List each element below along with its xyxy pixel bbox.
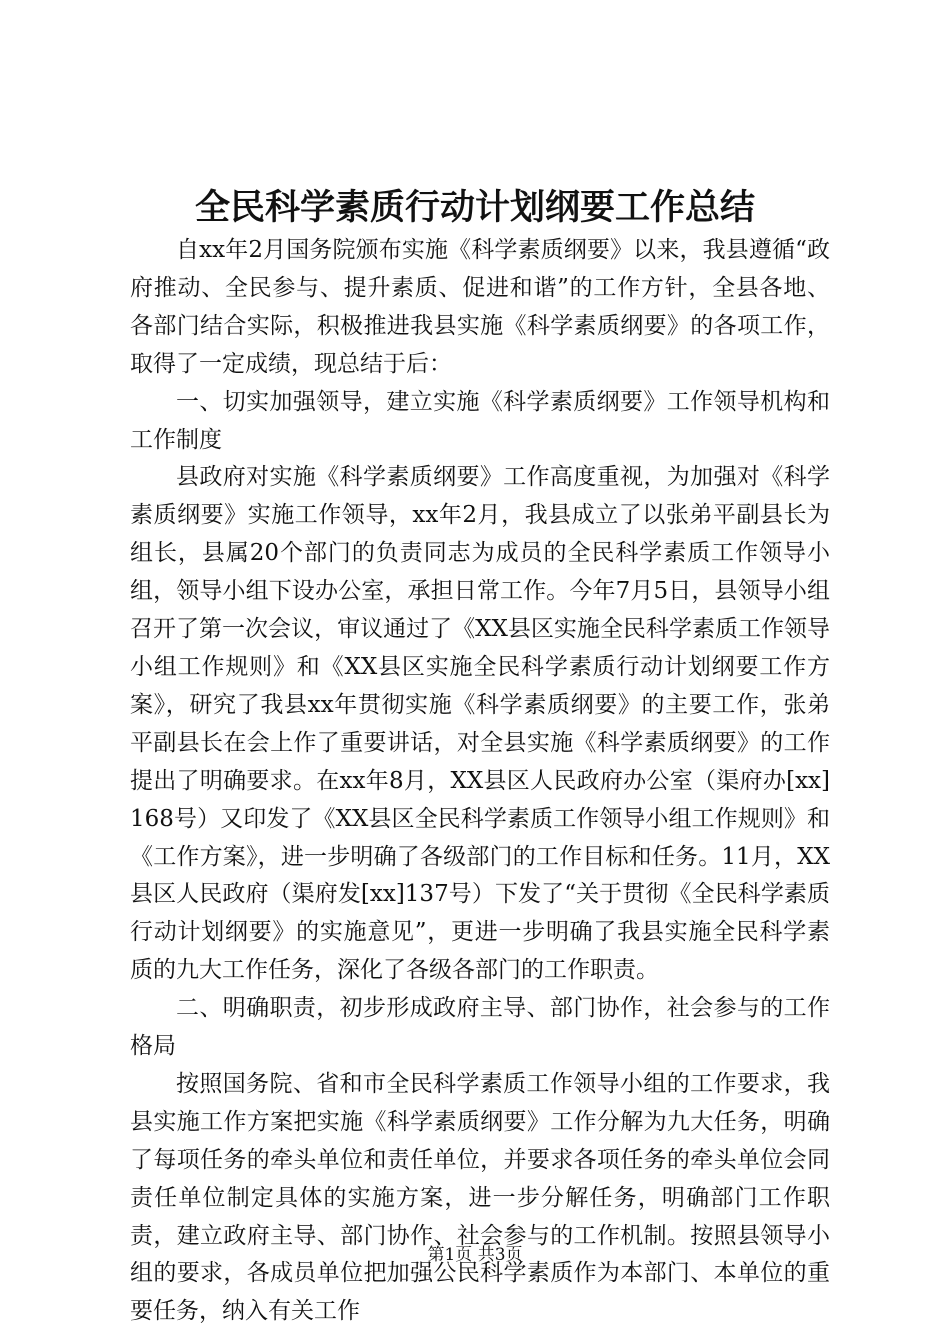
page-footer: 第1页 共3页 [427, 1245, 523, 1265]
section-heading-2: 二、明确职责，初步形成政府主导、部门协作，社会参与的工作格局 [130, 995, 830, 1060]
paragraph-section-2: 按照国务院、省和市全民科学素质工作领导小组的工作要求，我县实施工作方案把实施《科学素质纲要》工作分解为九大任务，明确了每项任务的牵头单位和责任单位，并要求各项任务的牵头单位会同责任单位制定具体的实施方案，进一步分解任务，明确部门工作职责，建立政府主导、部门协作、社会参与的工作机制。按照县领导小组的要求，各成员单位把加强公民科学素质作为本部门、本单位的重要任务，纳入有关工作 [130, 1070, 830, 1325]
section-heading-1: 一、切实加强领导，建立实施《科学素质纲要》工作领导机构和工作制度 [130, 388, 830, 453]
paragraph-intro: 自xx年2月国务院颁布实施《科学素质纲要》以来，我县遵循“政府推动、全民参与、提升素质、促进和谐”的工作方针，全县各地、各部门结合实际，积极推进我县实施《科学素质纲要》的各项工作，取得了一定成绩，现总结于后： [130, 237, 830, 377]
paragraph-section-1: 县政府对实施《科学素质纲要》工作高度重视，为加强对《科学素质纲要》实施工作领导，xx年2月，我县成立了以张弟平副县长为组长，县属20个部门的负责同志为成员的全民科学素质工作领导小组，领导小组下设办公室，承担日常工作。今年7月5日，县领导小组召开了第一次会议，审议通过了《XX县区实施全民科学素质工作领导小组工作规则》和《XX县区实施全民科学素质行动计划纲要工作方案》，研究了我县xx年贯彻实施《科学素质纲要》的主要工作，张弟平副县长在会上作了重要讲话，对全县实施《科学素质纲要》的工作提出了明确要求。在xx年8月，XX县区人民政府办公室（渠府办[xx]168号）又印发了《XX县区全民科学素质工作领导小组工作规则》和《工作方案》，进一步明确了各级部门的工作目标和任务。11月，XX县区人民政府（渠府发[xx]137号）下发了“关于贯彻《全民科学素质行动计划纲要》的实施意见”，更进一步明确了我县实施全民科学素质的九大工作任务，深化了各级各部门的工作职责。 [130, 464, 830, 984]
document-body [130, 232, 830, 1331]
document-title: 全民科学素质行动计划纲要工作总结 [194, 187, 755, 228]
